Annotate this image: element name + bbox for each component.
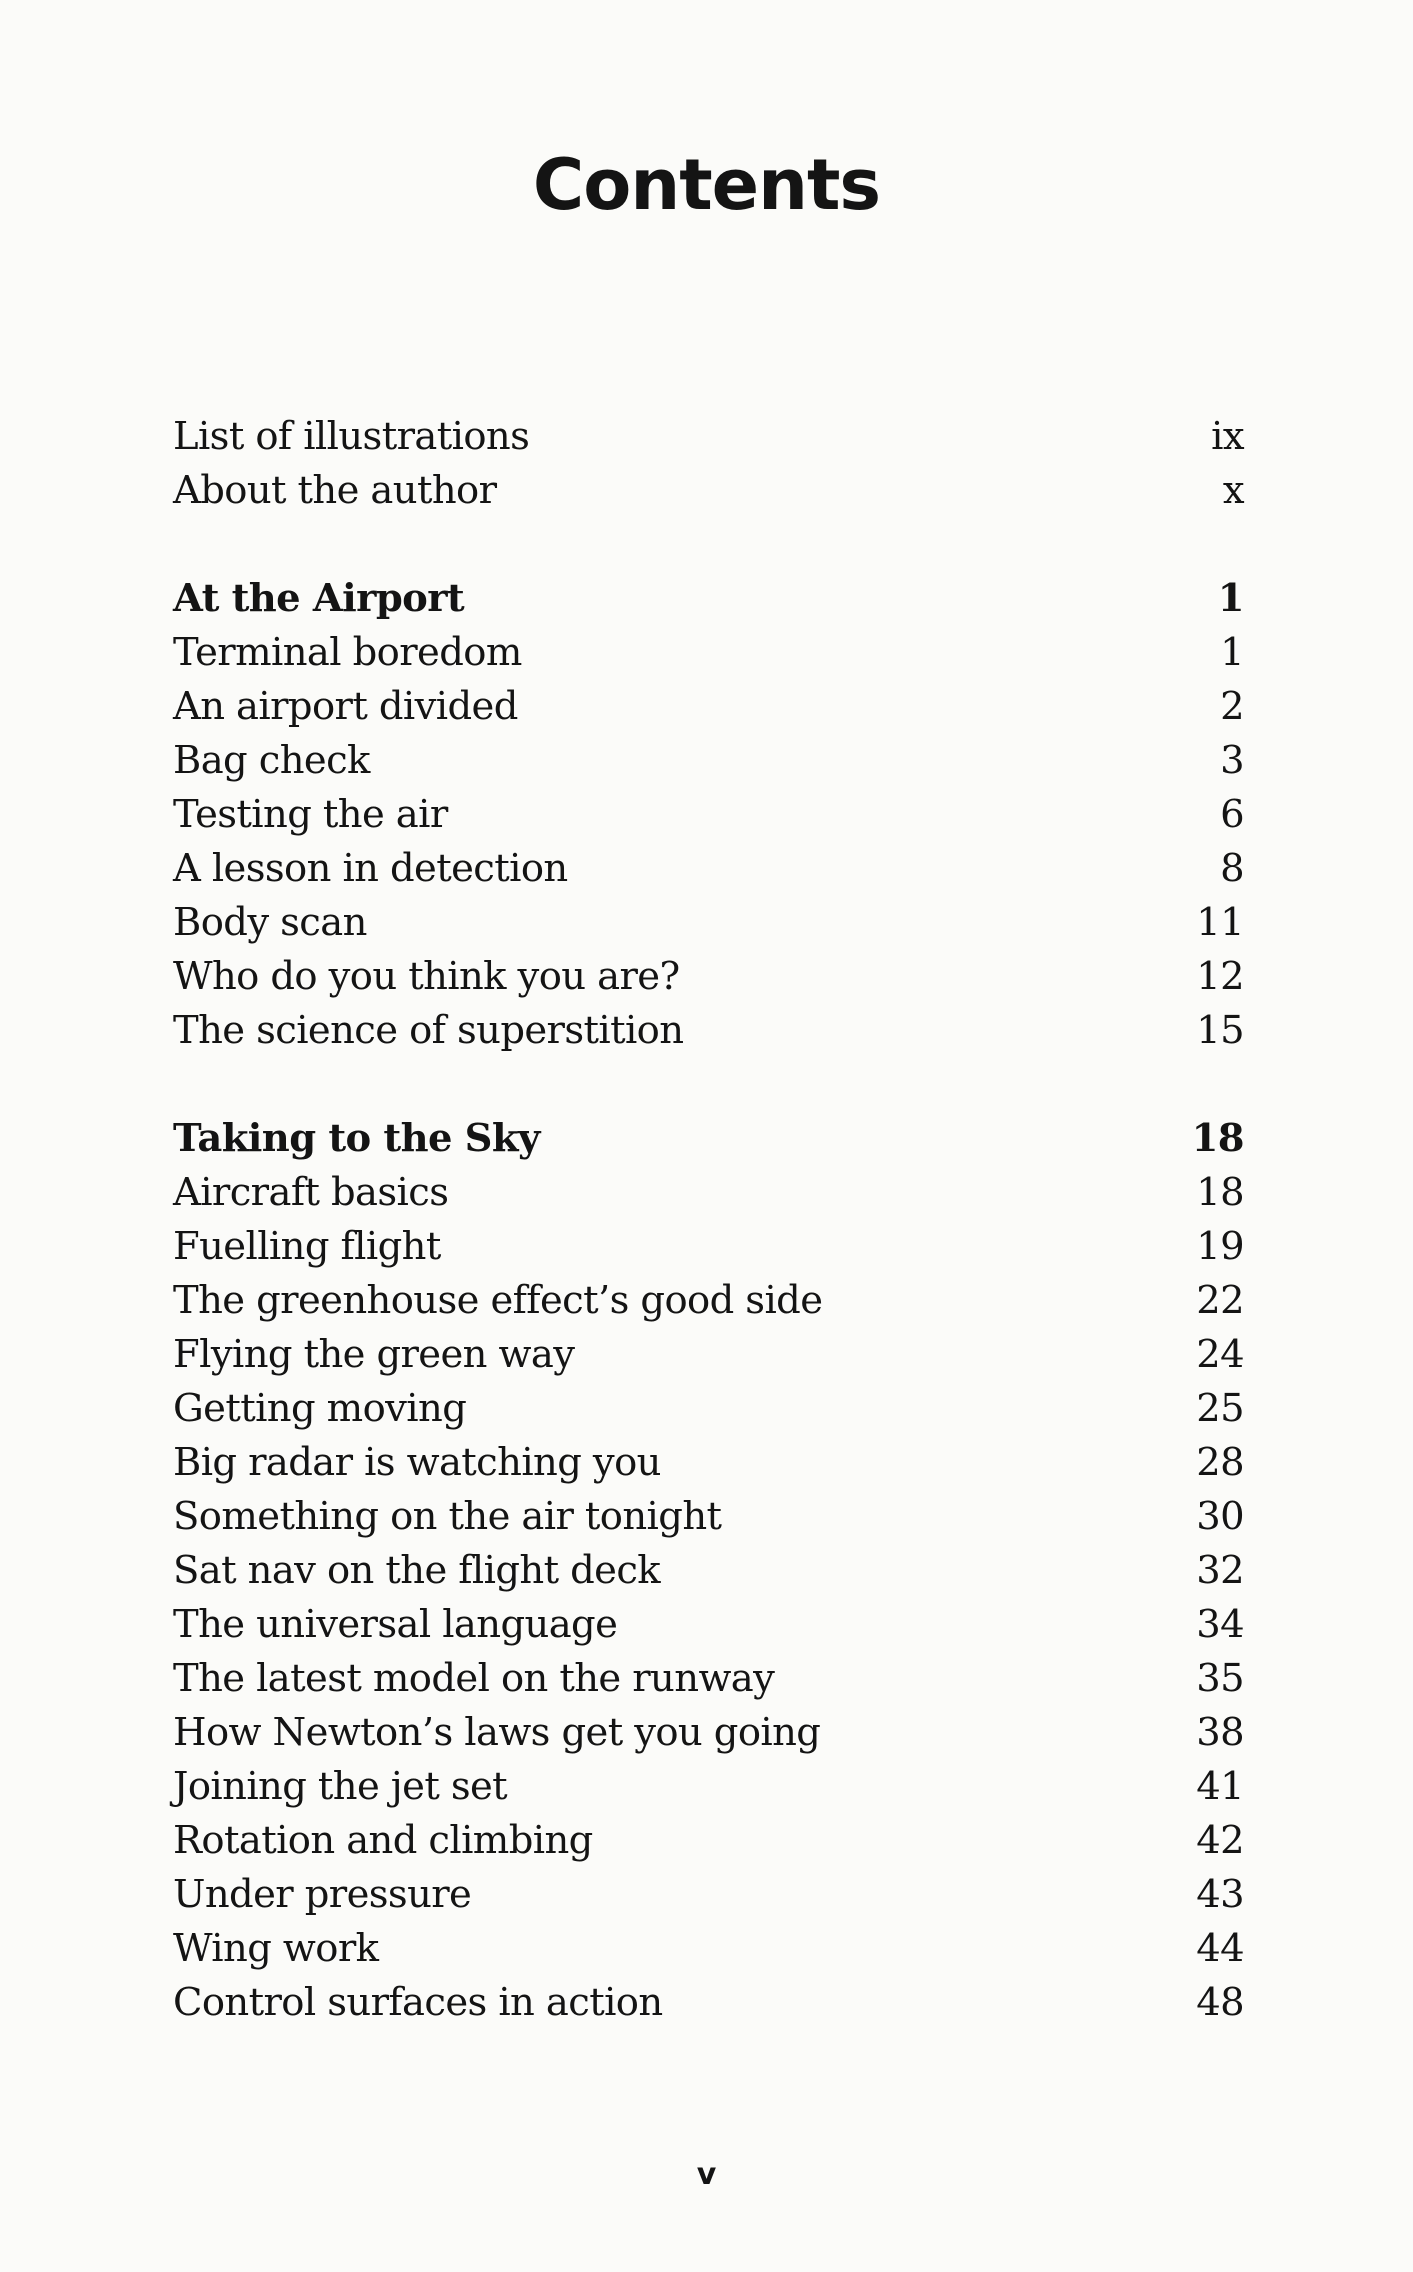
toc-entry-title: An airport divided bbox=[173, 684, 518, 729]
toc-entry[interactable] bbox=[173, 680, 1244, 734]
toc-entry-page: 24 bbox=[1196, 1332, 1244, 1377]
toc-entry[interactable] bbox=[173, 896, 1244, 950]
toc-entry-title: The latest model on the runway bbox=[173, 1656, 775, 1701]
toc-entry-title: Under pressure bbox=[173, 1872, 472, 1917]
toc-chapter-title: Taking to the Sky bbox=[173, 1116, 540, 1161]
toc-entry-page: 28 bbox=[1196, 1440, 1244, 1485]
toc-entry[interactable] bbox=[173, 1274, 1244, 1328]
toc-entry[interactable] bbox=[173, 1490, 1244, 1544]
toc-entry[interactable] bbox=[173, 1652, 1244, 1706]
toc-entry-page: 43 bbox=[1196, 1872, 1244, 1917]
toc-entry-title: Rotation and climbing bbox=[173, 1818, 593, 1863]
page-title: Contents bbox=[532, 144, 881, 226]
toc-entry-title: Aircraft basics bbox=[173, 1170, 449, 1215]
toc-group-front-matter bbox=[173, 410, 1244, 518]
toc-entry[interactable] bbox=[173, 1544, 1244, 1598]
toc-entry-page: 38 bbox=[1196, 1710, 1244, 1755]
toc-entry[interactable] bbox=[173, 1382, 1244, 1436]
toc-entry-title: Sat nav on the flight deck bbox=[173, 1548, 661, 1593]
toc-entry-title: Terminal boredom bbox=[173, 630, 522, 675]
toc-entry-page: 35 bbox=[1196, 1656, 1244, 1701]
toc-chapter-page: 18 bbox=[1191, 1116, 1244, 1161]
toc-entry-title: Big radar is watching you bbox=[173, 1440, 661, 1485]
toc-entry-list-of-illustrations[interactable] bbox=[173, 410, 1244, 464]
toc-entry-title: Bag check bbox=[173, 738, 370, 783]
toc-entry[interactable] bbox=[173, 1598, 1244, 1652]
toc-entry-page: 18 bbox=[1196, 1170, 1244, 1215]
toc-entry-page: 11 bbox=[1196, 900, 1244, 945]
toc-entry-title: Fuelling flight bbox=[173, 1224, 441, 1269]
toc-entry-title: Flying the green way bbox=[173, 1332, 575, 1377]
toc-chapter-page: 1 bbox=[1217, 576, 1244, 621]
toc-entry[interactable] bbox=[173, 1004, 1244, 1058]
toc-entry[interactable] bbox=[173, 842, 1244, 896]
toc-entry[interactable] bbox=[173, 1328, 1244, 1382]
toc-entry[interactable] bbox=[173, 1760, 1244, 1814]
toc-entry[interactable] bbox=[173, 1922, 1244, 1976]
toc-entry-title: How Newton’s laws get you going bbox=[173, 1710, 821, 1755]
toc-entry-title: The science of superstition bbox=[173, 1008, 684, 1053]
toc-entry-page: 8 bbox=[1220, 846, 1244, 891]
toc-entry-page: 42 bbox=[1196, 1818, 1244, 1863]
toc-chapter-heading[interactable] bbox=[173, 572, 1244, 626]
toc-entry[interactable] bbox=[173, 1706, 1244, 1760]
toc-entry-about-the-author[interactable] bbox=[173, 464, 1244, 518]
table-of-contents bbox=[173, 410, 1244, 2030]
toc-entry-page: 41 bbox=[1196, 1764, 1244, 1809]
toc-entry-title: Joining the jet set bbox=[173, 1764, 508, 1809]
toc-entry-title: Getting moving bbox=[173, 1386, 467, 1431]
toc-chapter-title: At the Airport bbox=[173, 576, 465, 621]
toc-entry-title: Body scan bbox=[173, 900, 367, 945]
toc-entry-title: The universal language bbox=[173, 1602, 618, 1647]
toc-entry-page: 3 bbox=[1220, 738, 1244, 783]
toc-entry-page: 30 bbox=[1196, 1494, 1244, 1539]
toc-entry-page: 19 bbox=[1196, 1224, 1244, 1269]
toc-entry-page: x bbox=[1222, 468, 1244, 513]
toc-entry[interactable] bbox=[173, 1868, 1244, 1922]
toc-entry[interactable] bbox=[173, 1814, 1244, 1868]
toc-entry-page: 22 bbox=[1196, 1278, 1244, 1323]
toc-entry-title: List of illustrations bbox=[173, 414, 530, 459]
toc-entry[interactable] bbox=[173, 1976, 1244, 2030]
toc-entry-title: A lesson in detection bbox=[173, 846, 568, 891]
toc-entry-title: The greenhouse effect’s good side bbox=[173, 1278, 823, 1323]
toc-entry-page: 34 bbox=[1196, 1602, 1244, 1647]
toc-entry-page: 25 bbox=[1196, 1386, 1244, 1431]
toc-entry-page: 44 bbox=[1196, 1926, 1244, 1971]
toc-chapter-heading[interactable] bbox=[173, 1112, 1244, 1166]
toc-entry-page: 1 bbox=[1220, 630, 1244, 675]
toc-entry[interactable] bbox=[173, 1166, 1244, 1220]
toc-entry-page: ix bbox=[1211, 414, 1244, 459]
page-number: v bbox=[696, 2157, 717, 2192]
toc-entry-title: Who do you think you are? bbox=[173, 954, 680, 999]
toc-entry-page: 48 bbox=[1196, 1980, 1244, 2025]
toc-entry-title: Testing the air bbox=[173, 792, 448, 837]
toc-entry[interactable] bbox=[173, 1436, 1244, 1490]
toc-entry-title: Wing work bbox=[173, 1926, 379, 1971]
toc-entry-title: About the author bbox=[173, 468, 497, 513]
toc-entry[interactable] bbox=[173, 1220, 1244, 1274]
toc-entry[interactable] bbox=[173, 950, 1244, 1004]
toc-entry[interactable] bbox=[173, 734, 1244, 788]
toc-entry-title: Control surfaces in action bbox=[173, 1980, 663, 2025]
toc-entry-page: 12 bbox=[1196, 954, 1244, 999]
toc-entry-page: 32 bbox=[1196, 1548, 1244, 1593]
toc-entry-page: 6 bbox=[1220, 792, 1244, 837]
toc-group-taking-to-the-sky bbox=[173, 1112, 1244, 2030]
toc-group-at-the-airport bbox=[173, 572, 1244, 1058]
toc-entry[interactable] bbox=[173, 626, 1244, 680]
toc-entry-page: 15 bbox=[1196, 1008, 1244, 1053]
toc-entry[interactable] bbox=[173, 788, 1244, 842]
toc-entry-title: Something on the air tonight bbox=[173, 1494, 722, 1539]
toc-entry-page: 2 bbox=[1220, 684, 1244, 729]
